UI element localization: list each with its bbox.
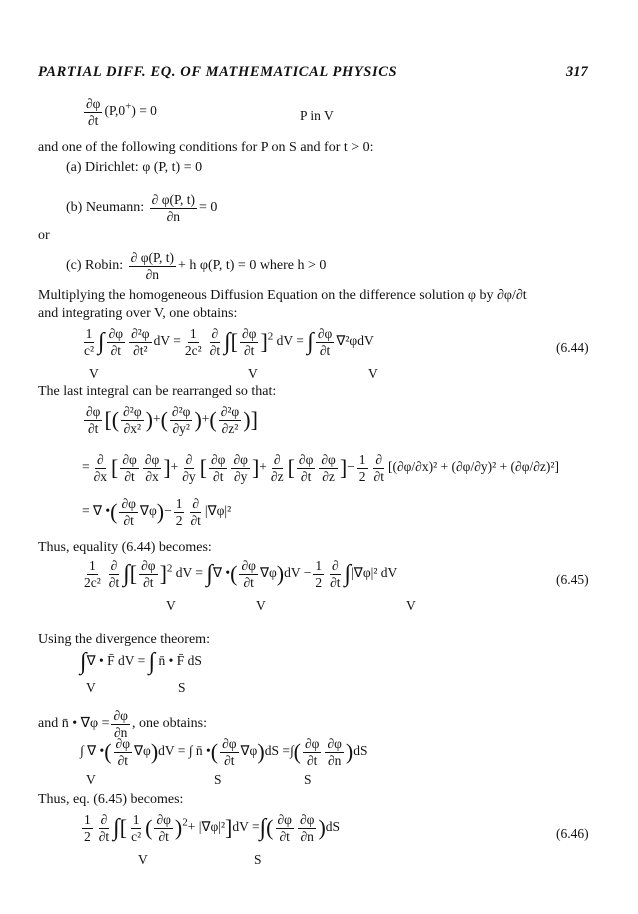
condition-p-in-v: P in V (300, 108, 334, 123)
normal-derivative-line: and n̄ • ∇φ = $\frac{\partial\varphi}{\partial n}$ , one obtains: (38, 708, 207, 740)
equation-6-45: $\frac{1}{\text{2c²}}$ $\frac{\partial}{\partial t}$ ∫[ $\frac{\partial\varphi}{\partial t}$ ]$^2$ dV = ∫∇ •( $\frac{\partial\varphi}{\partial t}$ ∇φ)dV − $\frac{1}{2}$ $\frac{\partial}{\partial t}$ ∫|∇φ|² dV (84, 558, 398, 590)
or-text: or (38, 228, 50, 243)
eq-645-v-1: V (166, 598, 176, 613)
equation-number-6-46: (6.46) (556, 826, 589, 841)
equation-number-6-44: (6.44) (556, 340, 589, 355)
div-applied-v: V (86, 772, 96, 787)
equation-6-46: $\frac{1}{2}$ $\frac{\partial}{\partial t}$ ∫[ $\frac{1}{\text{c²}}$ ( $\frac{\partial\varphi}{\partial t}$ )$^2$+ |∇φ|²]dV =∫( $\frac{\partial\varphi}{\partial t}$ $\frac{\partial\varphi}{\partial n}$ )dS (84, 812, 341, 844)
condition-dirichlet: (a) Dirichlet: φ (P, t) = 0 (66, 160, 203, 175)
equation-number-6-45: (6.45) (556, 572, 589, 587)
text-multiply-2: and integrating over V, one obtains: (38, 306, 238, 321)
rearrangement-line-1: $\frac{\partial\varphi}{\partial t}$ [( $\frac{\text{∂²φ}}{\text{∂x²}}$ )+( $\frac{\text{∂²φ}}{\text{∂y²}}$ )+( $\frac{\text{∂²φ}}{\text{∂z²}}$ )] (86, 404, 258, 436)
div-applied-s-1: S (214, 772, 222, 787)
page-number: 317 (566, 64, 588, 80)
eq-645-v-3: V (406, 598, 416, 613)
div-thm-v: V (86, 680, 96, 695)
text-divergence: Using the divergence theorem: (38, 632, 210, 647)
condition-robin: (c) Robin: $\frac{\partial \varphi(P, t)}{\partial n}$ + h φ(P, t) = 0 where h > 0 (66, 250, 327, 282)
running-title: PARTIAL DIFF. EQ. OF MATHEMATICAL PHYSICS (38, 64, 398, 80)
text-thus-1: Thus, equality (6.44) becomes: (38, 540, 212, 555)
eq-646-s: S (254, 852, 262, 867)
divergence-theorem: ∫∇ • F̄ dV = ∫ n̄ • F̄ dS (80, 649, 202, 675)
condition-neumann: (b) Neumann: $\frac{\partial \varphi(P, t)}{\partial n}$ = 0 (66, 192, 218, 224)
text-multiply-1: Multiplying the homogeneous Diffusion Equation on the difference solution φ by ∂φ/∂t (38, 288, 527, 303)
equation-6-44: $\frac{1}{\text{c²}}$ ∫ $\frac{\partial\varphi}{\partial t}$ $\frac{\text{∂²φ}}{\text{∂t²}}$ dV = $\frac{1}{\text{2c²}}$ $\frac{\partial}{\partial t}$ ∫[ $\frac{\partial\varphi}{\partial t}$ ]$^2$ dV = ∫ $\frac{\partial\varphi}{\partial t}$ ∇²φdV (84, 326, 374, 358)
equation-initial-condition: $\frac{\partial\varphi}{\partial t}$ (P,0+) = 0 (86, 96, 157, 128)
eq-645-v-2: V (256, 598, 266, 613)
text-thus-2: Thus, eq. (6.45) becomes: (38, 792, 184, 807)
div-thm-s: S (178, 680, 186, 695)
text-conditions: and one of the following conditions for P on S and for t > 0: (38, 140, 374, 155)
rearrangement-line-3: = ∇ •( $\frac{\partial\varphi}{\partial t}$ ∇φ)− $\frac{1}{2}$ $\frac{\partial}{\partial t}$ |∇φ|² (82, 496, 232, 528)
eq-644-v-1: V (89, 366, 99, 381)
divergence-applied: ∫ ∇ •( $\frac{\partial\varphi}{\partial t}$ ∇φ)dV = ∫ n̄ •( $\frac{\partial\varphi}{\partial t}$ ∇φ)dS =∫( $\frac{\partial\varphi}{\partial t}$ $\frac{\partial\varphi}{\partial n}$ )dS (80, 736, 368, 768)
div-applied-s-2: S (304, 772, 312, 787)
rearrangement-line-2: = $\frac{\partial}{\partial x}$ [ $\frac{\partial\varphi}{\partial t}$ $\frac{\partial\varphi}{\partial x}$ ]+ $\frac{\partial}{\partial y}$ [ $\frac{\partial\varphi}{\partial t}$ $\frac{\partial\varphi}{\partial y}$ ]+ $\frac{\partial}{\partial z}$ [ $\frac{\partial\varphi}{\partial t}$ $\frac{\partial\varphi}{\partial z}$ ]− $\frac{1}{2}$ $\frac{\partial}{\partial t}$ [(∂φ/∂x)² + (∂φ/∂y)² + (∂φ/∂z)²] (82, 452, 559, 484)
eq-644-v-3: V (368, 366, 378, 381)
eq-644-v-2: V (248, 366, 258, 381)
eq-646-v: V (138, 852, 148, 867)
text-last-integral: The last integral can be rearranged so that: (38, 384, 277, 399)
